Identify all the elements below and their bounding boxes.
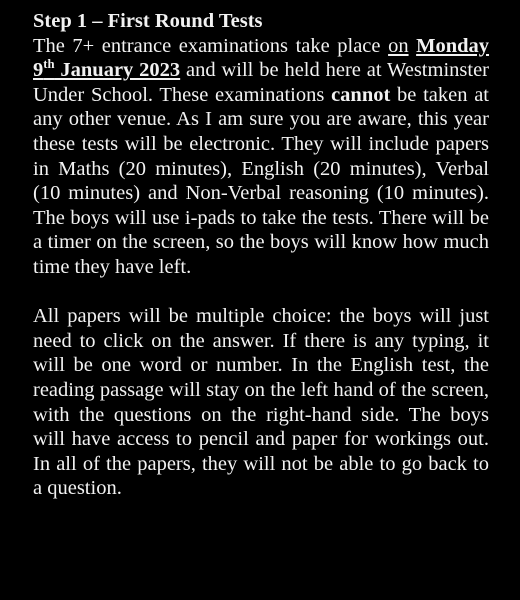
paragraph-rest: be taken at any other venue. As I am sure you are aware, this year these tests will be electronic. They will include papers in Maths (20 minutes), English (20 minutes), Verbal (10 minutes) and Non-Verbal reasoning (10 minutes). The boys will use i-pads to take the tests. There will be a timer on the screen, so the boys will know how much time they have left. [33, 83, 489, 278]
paragraph-multiple-choice: All papers will be multiple choice: the boys will just need to click on the answer. If there is any typing, it will be one word or number. In the English test, the reading passage will stay on the left hand of the screen, with the questions on the right-hand side. The boys will have access to pencil and paper for workings out. In all of the papers, they will not be able to go back to a question. [33, 305, 489, 500]
exam-date-suffix: th [43, 57, 55, 72]
exam-date-rest: January 2023 [54, 59, 181, 82]
emphasis-cannot: cannot [331, 83, 391, 106]
paragraph-exam-details [33, 34, 489, 280]
section-heading: Step 1 – First Round Tests [33, 10, 263, 32]
date-on: on [388, 34, 409, 57]
document-content [33, 9, 489, 501]
exam-date-day: Monday 9 [33, 34, 490, 82]
paragraph-after-date: and will be held here at Westminster Under School. These examinations [33, 59, 489, 106]
paragraph-intro: The 7+ entrance examinations take place [33, 34, 381, 57]
